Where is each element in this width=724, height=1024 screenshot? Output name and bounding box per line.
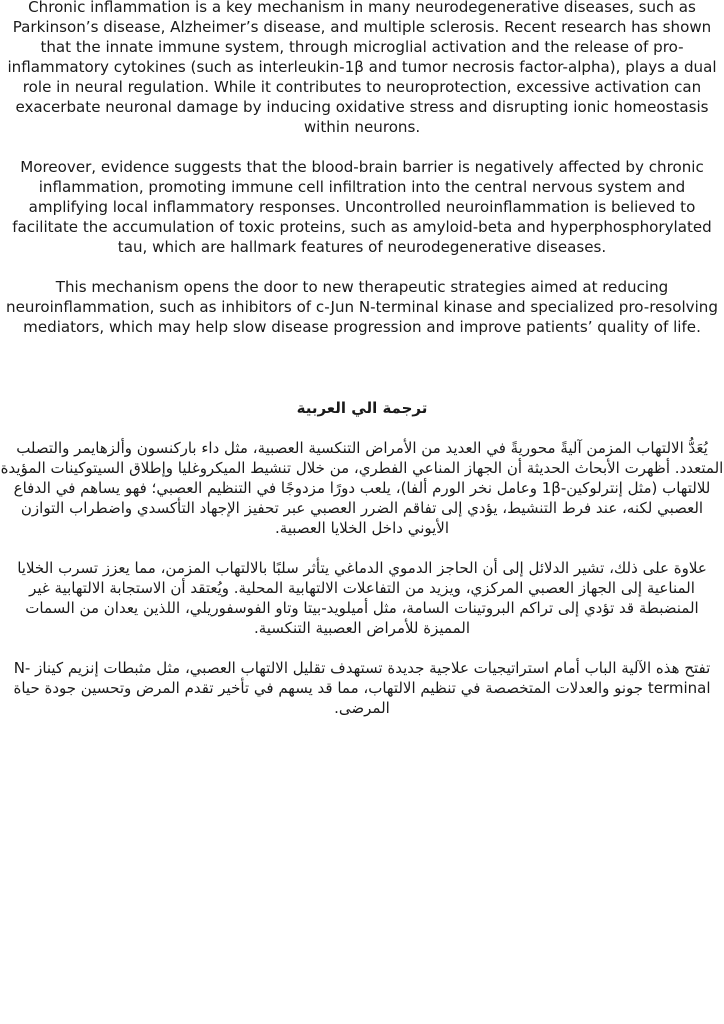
arabic-paragraph-3: تفتح هذه الآلية الباب أمام استراتيجيات علاجية جديدة تستهدف تقليل الالتهاب العصبي، مثل مثبطات إنزيم كيناز N-terminal جونو والعدلات المتخصصة في تنظيم الالتهاب، مما قد يسهم في تأخير تقدم المرض وتحسين جودة حياة المرضى. bbox=[13, 659, 711, 717]
english-text-section bbox=[4, 0, 720, 337]
english-paragraph-1: Chronic inflammation is a key mechanism in many neurodegenerative diseases, such as Parkinson’s disease, Alzheimer’s disease, and multiple sclerosis. Recent research has shown that the innate immune system, through microglial activation and the release of pro-inflammatory cytokines (such as interleukin-1β and tumor necrosis factor-alpha), plays a dual role in neural regulation. While it contributes to neuroprotection, excessive activation can exacerbate neuronal damage by inducing oxidative stress and disrupting ionic homeostasis within neurons. bbox=[7, 0, 717, 136]
english-paragraph-3: This mechanism opens the door to new therapeutic strategies aimed at reducing neuroinflammation, such as inhibitors of c-Jun N-terminal kinase and specialized pro-resolving mediators, which may help slow disease progression and improve patients’ quality of life. bbox=[6, 278, 718, 336]
arabic-paragraph-2: علاوة على ذلك، تشير الدلائل إلى أن الحاجز الدموي الدماغي يتأثر سلبًا بالالتهاب المزمن، مما يعزز تسرب الخلايا المناعية إلى الجهاز العصبي المركزي، ويزيد من التفاعلات الالتهابية المحلية. ويُعتقد أن الاستجابة الالتهابية غير المنضبطة قد تؤدي إلى تراكم البروتينات السامة، مثل أميلويد-بيتا وتاو الفوسفوريلي، اللذين يعدان من السمات المميزة للأمراض العصبية التنكسية. bbox=[17, 559, 707, 637]
arabic-translation-section bbox=[0, 398, 724, 718]
arabic-paragraph-1: يُعَدُّ الالتهاب المزمن آليةً محوريةً في العديد من الأمراض التنكسية العصبية، مثل داء باركنسون وألزهايمر والتصلب المتعدد. أظهرت الأبحاث الحديثة أن الجهاز المناعي الفطري، من خلال تنشيط الميكروغليا وإطلاق السيتوكينات المؤيدة للالتهاب (مثل إنترلوكين-1β وعامل نخر الورم ألفا)، يلعب دورًا مزدوجًا في التنظيم العصبي؛ فهو يساهم في الدفاع العصبي لكنه، عند فرط التنشيط، يؤدي إلى تفاقم الضرر العصبي عبر تحفيز الإجهاد التأكسدي واضطراب التوازن الأيوني داخل الخلايا العصبية. bbox=[0, 439, 724, 537]
arabic-section-title: ترجمة الي العربية bbox=[296, 399, 428, 417]
english-paragraph-2: Moreover, evidence suggests that the blood-brain barrier is negatively affected by chronic inflammation, promoting immune cell infiltration into the central nervous system and amplifying local inflammatory responses. Uncontrolled neuroinflammation is believed to facilitate the accumulation of toxic proteins, such as amyloid-beta and hyperphosphorylated tau, which are hallmark features of neurodegenerative diseases. bbox=[12, 158, 712, 256]
